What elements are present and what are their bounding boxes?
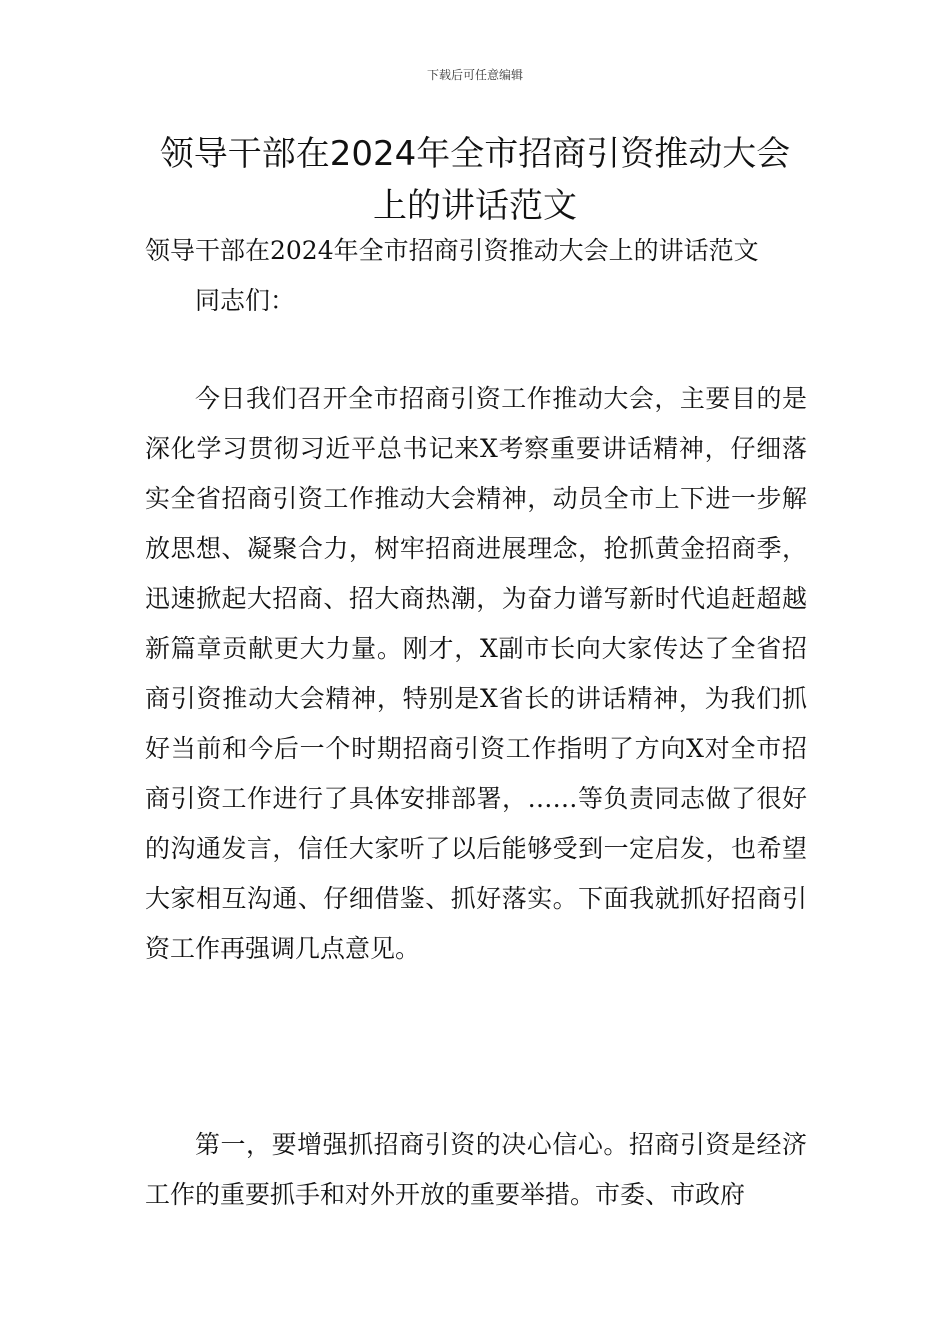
header-note: 下载后可任意编辑: [426, 68, 523, 82]
document-subtitle: 领导干部在2024年全市招商引资推动大会上的讲话范文: [145, 236, 759, 265]
salutation: 同志们：: [195, 286, 296, 315]
document-title: 领导干部在2024年全市招商引资推动大会上的讲话范文: [159, 134, 791, 226]
paragraph-first-point: 第一，要增强抓招商引资的决心信心。招商引资是经济工作的重要抓手和对外开放的重要举措。市委、市政府: [145, 1130, 807, 1209]
paragraph-intro: 今日我们召开全市招商引资工作推动大会，主要目的是深化学习贯彻习近平总书记来X考察重要讲话精神，仔细落实全省招商引资工作推动大会精神，动员全市上下进一步解放思想、凝聚合力，树牢招商进展理念，抢抓黄金招商季，迅速掀起大招商、招大商热潮，为奋力谱写新时代追赶超越新篇章贡献更大力量。刚才，X副市长向大家传达了全省招商引资推动大会精神，特别是X省长的讲话精神，为我们抓好当前和今后一个时期招商引资工作指明了方向X对全市招商引资工作进行了具体安排部署，……等负责同志做了很好的沟通发言，信任大家听了以后能够受到一定启发，也希望大家相互沟通、仔细借鉴、抓好落实。下面我就抓好招商引资工作再强调几点意见。: [145, 384, 807, 963]
